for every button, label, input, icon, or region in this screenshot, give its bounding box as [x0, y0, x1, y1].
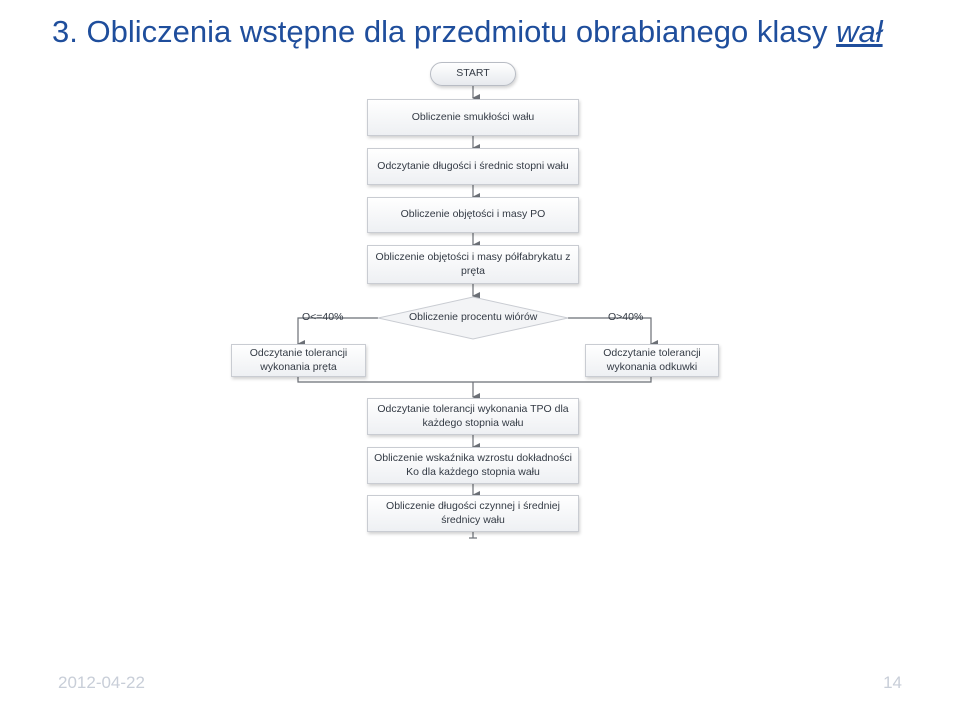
step-volume-mass-po: Obliczenie objętości i masy PO: [367, 197, 579, 233]
page-title-emphasis: wał: [836, 14, 883, 49]
page-title-text: 3. Obliczenia wstępne dla przedmiotu obrabianego klasy: [52, 14, 837, 49]
step-slenderness: Obliczenie smukłości wału: [367, 99, 579, 136]
connector-left-merge: [298, 377, 473, 382]
connector-right-merge: [473, 377, 651, 382]
step-volume-mass-blank: Obliczenie objętości i masy półfabrykatu z pręta: [367, 245, 579, 284]
step-tpo-tolerance: Odczytanie tolerancji wykonania TPO dla każdego stopnia wału: [367, 398, 579, 435]
decision-label: Obliczenie procentu wiórów: [409, 311, 538, 323]
left-box-bar-tolerance: Odczytanie tolerancji wykonania pręta: [231, 344, 366, 377]
branch-right-label: O>40%: [608, 311, 644, 323]
right-box-forging-tolerance: Odczytanie tolerancji wykonania odkuwki: [585, 344, 719, 377]
step-read-lengths-diameters: Odczytanie długości i średnic stopni wału: [367, 148, 579, 185]
branch-left-label: O<=40%: [302, 311, 344, 323]
footer-date: 2012-04-22: [58, 673, 145, 692]
footer-page-number: 14: [883, 673, 902, 692]
start-node: START: [430, 62, 516, 86]
step-active-length-diameter: Obliczenie długości czynnej i średniej średnicy wału: [367, 495, 579, 532]
step-accuracy-index: Obliczenie wskaźnika wzrostu dokładności Ko dla każdego stopnia wału: [367, 447, 579, 484]
